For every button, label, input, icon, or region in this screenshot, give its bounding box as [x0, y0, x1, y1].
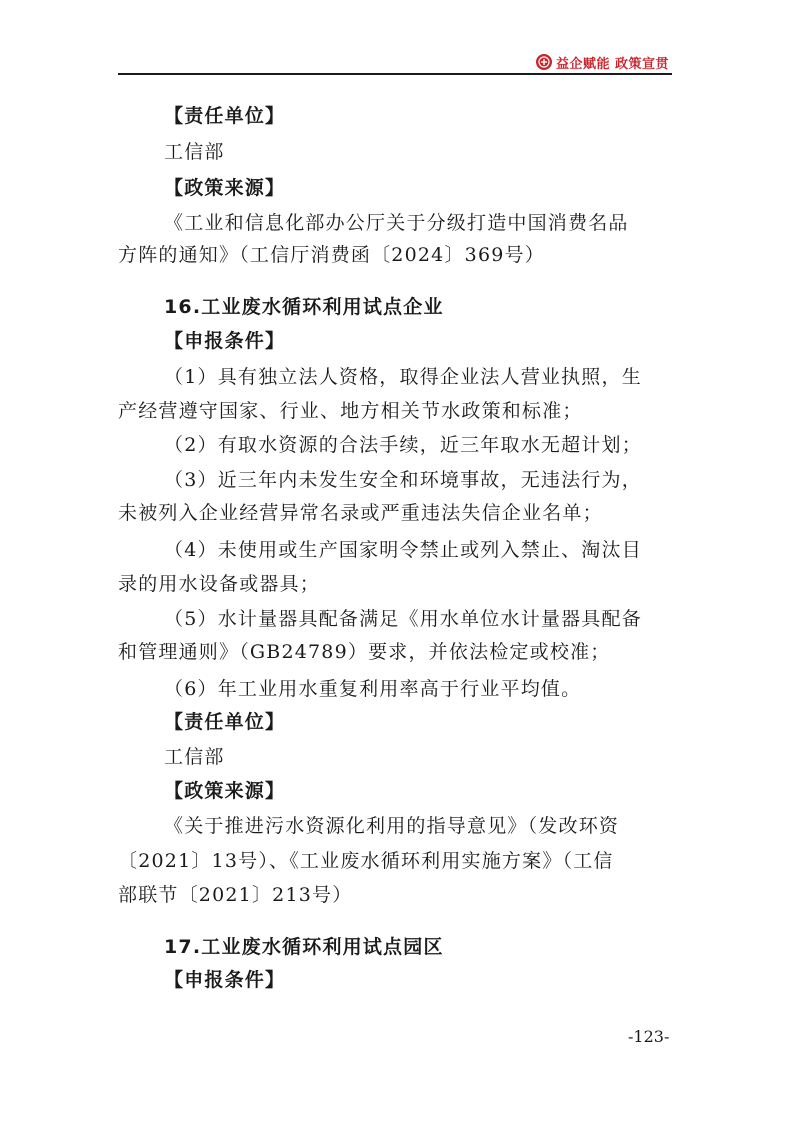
paragraph-line: 和管理通则》（GB24789）要求，并依法检定或校准； [118, 641, 611, 663]
paragraph-line: （1）具有独立法人资格，取得企业法人营业执照，生 [164, 366, 642, 388]
paragraph-line: 产经营遵守国家、行业、地方相关节水政策和标准； [118, 400, 583, 422]
paragraph-line: 方阵的通知》（工信厅消费函〔2024〕369号） [118, 244, 545, 266]
responsible-unit: 工信部 [164, 746, 225, 768]
section-label-conditions: 【申报条件】 [164, 969, 286, 991]
paragraph-line: （6）年工业用水重复利用率高于行业平均值。 [164, 678, 582, 700]
paragraph-line: 《关于推进污水资源化利用的指导意见》（发改环资 [164, 815, 620, 837]
paragraph-line: 录的用水设备或器具； [118, 573, 321, 595]
page-number: -123- [628, 1027, 670, 1046]
section-label-policy-source: 【政策来源】 [164, 780, 286, 802]
coin-logo-icon [536, 54, 552, 70]
paragraph-line: 未被列入企业经营异常名录或严重违法失信企业名单； [118, 502, 603, 524]
paragraph-line: 〔2021〕13号）、《工业废水循环利用实施方案》（工信 [118, 850, 614, 872]
section-label-responsible: 【责任单位】 [164, 711, 286, 733]
section-label-responsible: 【责任单位】 [164, 105, 286, 127]
section-label-conditions: 【申报条件】 [164, 330, 286, 352]
section-label-policy-source: 【政策来源】 [164, 177, 286, 199]
paragraph-line: 部联节〔2021〕213号） [118, 884, 353, 906]
header-brand-text [556, 53, 669, 72]
item-heading-16: 16.工业废水循环利用试点企业 [164, 296, 444, 318]
paragraph-line: 《工业和信息化部办公厅关于分级打造中国消费名品 [164, 212, 629, 234]
header-divider [118, 73, 672, 75]
responsible-unit: 工信部 [164, 141, 225, 163]
brand-name: 益企赋能 [556, 56, 611, 72]
header-brand [536, 52, 669, 72]
brand-subtitle: 政策宣贯 [615, 56, 670, 72]
paragraph-line: （4）未使用或生产国家明令禁止或列入禁止、淘汰目 [164, 539, 642, 561]
paragraph-line: （2）有取水资源的合法手续，近三年取水无超计划； [164, 434, 642, 456]
paragraph-line: （5）水计量器具配备满足《用水单位水计量器具配备 [164, 608, 642, 630]
paragraph-line: （3）近三年内未发生安全和环境事故，无违法行为， [164, 469, 642, 491]
item-heading-17: 17.工业废水循环利用试点园区 [164, 936, 444, 958]
